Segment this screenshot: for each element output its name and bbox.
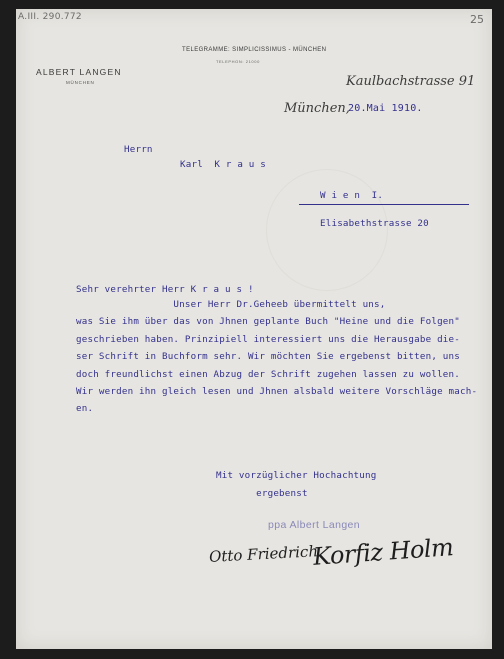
body-line: geschrieben haben. Prinzipiell interessiert uns die Herausgabe die- [76,333,460,345]
letter-date: 20.Mai 1910. [348,103,423,114]
telegram-address: TELEGRAMME: SIMPLICISSIMUS - MÜNCHEN [182,47,327,53]
body-line: doch freundlichst einen Abzug der Schrift zugehen lassen zu wollen. [76,368,460,380]
telephone-number: TELEPHON: 21000 [216,59,260,64]
letter-salutation: Sehr verehrter Herr K r a u s ! [76,284,254,295]
paper-watermark [266,169,388,291]
recipient-name: Karl K r a u s [180,159,266,170]
sender-city: MÜNCHEN [66,80,95,85]
body-line: Wir werden ihn gleich lesen und Jhnen alsbald weitere Vorschläge mach- [76,386,478,398]
recipient-city: W i e n I. [320,190,384,201]
sender-street: Kaulbachstrasse 91 [346,74,476,89]
address-underline [299,204,469,205]
signature-otto-friedrich: Otto Friedrich [208,542,319,566]
archive-number: A.III. 290.772 [18,12,82,22]
sender-name: ALBERT LANGEN [36,67,122,77]
signature-korfiz-holm: Korfiz Holm [312,533,455,571]
recipient-street: Elisabethstrasse 20 [320,218,429,229]
letter-closing [216,467,376,502]
body-line: Unser Herr Dr.Geheeb übermittelt uns, [76,299,386,310]
recipient-salutation-line: Herrn [124,144,153,155]
body-line: ser Schrift in Buchform sehr. Wir möchten Sie ergebenst bitten, uns [76,351,460,363]
letter-body [76,296,477,418]
company-stamp: ppa Albert Langen [268,519,361,531]
closing-line: Mit vorzüglicher Hochachtung [216,470,377,481]
letter-sheet [16,9,492,649]
sender-place: München, [284,101,350,116]
body-line: was Sie ihm über das von Jhnen geplante Buch "Heine und die Folgen" [76,316,460,328]
folio-number: 25 [470,13,484,26]
body-line: en. [76,403,94,415]
closing-line: ergebenst [216,487,308,499]
